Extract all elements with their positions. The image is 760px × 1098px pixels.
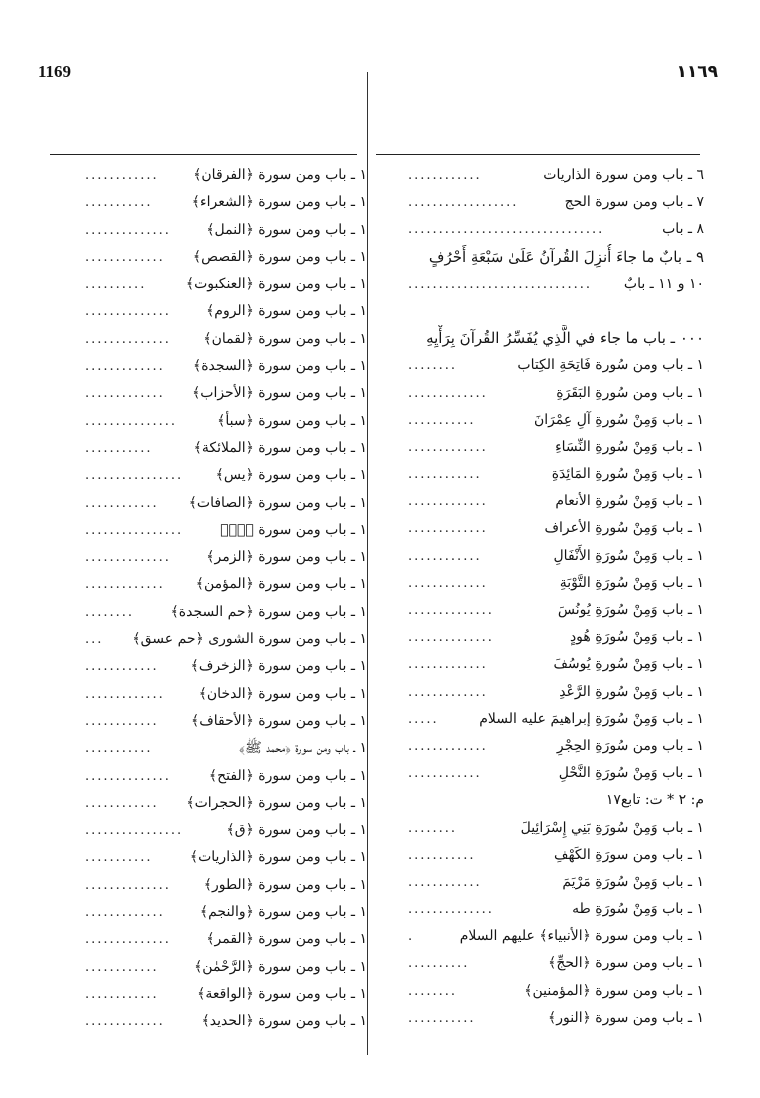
dot-leader: .............. — [85, 877, 171, 893]
dot-leader: .............. — [85, 932, 171, 948]
index-entry — [85, 162, 367, 189]
page-number-left: 1169 — [38, 62, 72, 81]
index-entry — [408, 298, 704, 325]
index-entry-title: ١ ـ باب ومن سورة ﴿الدخان﴾ — [198, 685, 367, 702]
dot-leader: ..... — [408, 711, 439, 727]
index-entry — [408, 651, 704, 678]
dot-leader: ............ — [85, 959, 159, 975]
index-entry — [85, 763, 367, 790]
index-entry-title: ١ ـ باب ومن سورَةِ الكَهْفِ — [553, 846, 704, 863]
dot-leader: ............... — [85, 413, 177, 429]
index-entry — [408, 189, 704, 216]
dot-leader: ............. — [408, 385, 488, 401]
index-entry — [408, 842, 704, 869]
index-entry-title: ٩ ـ بابٌ ما جاءَ أُنزِلَ القُرآنُ عَلَىٰ سَبْعَةِ أَحْرُفٍ — [428, 247, 704, 266]
index-entry — [408, 597, 704, 624]
index-entry — [85, 708, 367, 735]
index-entry — [408, 706, 704, 733]
index-entry-title: ١ ـ باب ومن سورة ﴿الفرقان﴾ — [193, 167, 367, 183]
dot-leader: ........... — [408, 847, 476, 863]
header-rule-right — [376, 154, 700, 155]
dot-leader: ................ — [85, 468, 184, 484]
index-entry-title: ١ ـ باب ومن سورة ﴿سبأ﴾ — [217, 412, 367, 429]
index-entry — [408, 978, 704, 1005]
index-entry-title: ١ ـ باب ومن سورة ﴿الواقعة﴾ — [197, 985, 367, 1002]
page-number-right: ١١٦٩ — [676, 62, 718, 82]
index-entry — [408, 624, 704, 651]
index-entry — [85, 981, 367, 1008]
dot-leader: ............ — [408, 548, 482, 564]
index-entry-title: ١ ـ باب ومن سورة ﴿حم السجدة﴾ — [170, 603, 367, 620]
index-entry — [85, 899, 367, 926]
index-entry-title: ١ ـ باب وَمِنْ سُورَةِ النَّحْلِ — [558, 765, 704, 782]
index-entry-title: ١ ـ باب ومن سورة ﴿الأحزاب﴾ — [192, 385, 367, 402]
index-entry-title: ١ ـ باب ومن سورة ﴿المؤمنين﴾ — [524, 982, 704, 999]
index-entry-title: ١ ـ باب ومن سورة ﴿الزمر﴾ — [206, 549, 367, 566]
dot-leader: ... — [85, 632, 104, 648]
index-entry — [408, 869, 704, 896]
dot-leader: ............. — [408, 575, 488, 591]
dot-leader: .............. — [85, 304, 171, 320]
index-entry-title: ٦ ـ باب ومن سورة الذاريات — [543, 167, 704, 183]
dot-leader: ............. — [85, 249, 165, 265]
index-entry — [85, 954, 367, 981]
index-entry — [85, 735, 367, 762]
dot-leader: ............. — [408, 684, 488, 700]
index-entry-title: ١ ـ باب ومن سورة ﴿يس﴾ — [215, 467, 367, 484]
index-entry-title: ٠٠٠ ـ باب ما جاء في الَّذِي يُفَسِّرُ القُرآنَ بِرَأْيِهِ — [426, 329, 704, 348]
index-entry — [408, 461, 704, 488]
index-entry-title: ١ ـ باب ومن سورة ﴿الفتح﴾ — [208, 767, 367, 784]
index-entry — [408, 352, 704, 379]
index-entry-title: ١ ـ باب ومن سورة ﴿المؤمن﴾ — [195, 576, 367, 593]
index-entry-title: م: ٢ * ت: تابع١٧ — [605, 792, 704, 809]
index-entry — [85, 544, 367, 571]
index-entry-title: ١ ـ باب وَمِنْ سُورةِ الرَّعْدِ — [559, 683, 704, 700]
dot-leader: ............ — [85, 713, 159, 729]
column-divider — [367, 72, 368, 1055]
index-entry — [85, 298, 367, 325]
index-entry — [85, 462, 367, 489]
index-entry-title: ١ ـ باب ومن سورة ﴿الرَّحْمٰن﴾ — [194, 958, 367, 975]
index-entry-title: ١ ـ باب وَمِنْ سُورةِ الأنعام — [555, 493, 704, 510]
dot-leader: ........... — [85, 440, 153, 456]
dot-leader: ........... — [85, 741, 153, 757]
dot-leader: ............ — [85, 168, 159, 183]
dot-leader: ................ — [85, 522, 184, 538]
dot-leader: . — [408, 929, 415, 945]
index-entry-title: ١ ـ باب ومن سورة ﴿العنكبوت﴾ — [185, 276, 367, 293]
index-entry — [408, 407, 704, 434]
dot-leader: ............ — [85, 659, 159, 675]
index-entry — [85, 571, 367, 598]
dot-leader: ............ — [85, 495, 159, 511]
dot-leader: ........... — [85, 195, 153, 211]
dot-leader: ............ — [408, 467, 482, 483]
index-entry — [408, 271, 704, 298]
right-column-index — [408, 162, 704, 1032]
dot-leader: .......... — [85, 277, 147, 293]
index-entry-title: ١ ـ باب ومن سورة ﴿ق﴾ — [226, 822, 367, 839]
dot-leader: ........ — [408, 820, 458, 836]
index-entry — [85, 189, 367, 216]
dot-leader: ............. — [408, 521, 488, 537]
dot-leader: .............. — [85, 222, 171, 238]
left-column-index — [85, 162, 367, 1036]
index-entry — [408, 515, 704, 542]
dot-leader: ............. — [85, 1014, 165, 1030]
index-entry — [85, 408, 367, 435]
index-entry — [85, 490, 367, 517]
dot-leader: .............. — [85, 331, 171, 347]
dot-leader: ............ — [408, 766, 482, 782]
index-entry — [408, 950, 704, 977]
index-entry — [408, 787, 704, 814]
index-entry-title: ١ ـ باب ومن سُورَةِ الحِجْرِ — [556, 737, 704, 754]
header-rule-left — [50, 154, 357, 155]
dot-leader: ............. — [85, 386, 165, 402]
dot-leader: ........... — [85, 850, 153, 866]
index-entry — [408, 380, 704, 407]
index-entry-title: ١ ـ باب ومن سورة ﴿الشعراء﴾ — [191, 194, 367, 211]
dot-leader: .................. — [408, 195, 519, 211]
index-entry-title: ١ ـ باب ومن سورة ﴿والنجم﴾ — [199, 904, 367, 921]
index-entry-title: ١ ـ باب ومن سورة ﴿القصص﴾ — [192, 248, 367, 265]
dot-leader: .............. — [408, 902, 494, 918]
index-entry-title: ١ ـ باب ومن سورة ﴿الحجِّ﴾ — [548, 955, 704, 972]
index-entry — [408, 216, 704, 243]
dot-leader: .............. — [85, 768, 171, 784]
dot-leader: ............ — [408, 874, 482, 890]
index-entry-title: ١ ـ باب وَمِنْ سُورةِ النِّسَاءِ — [555, 438, 704, 455]
index-entry-title: ١ ـ باب ومن سورة ﴿النمل﴾ — [206, 221, 367, 238]
index-entry — [408, 923, 704, 950]
index-entry-title: ١ ـ باب ومن سورة ﴿القمر﴾ — [206, 931, 367, 948]
index-entry — [85, 244, 367, 271]
index-entry-title: ١ ـ باب وَمِنْ سُورَةِ بَنِي إِسْرَائِيلَ — [520, 819, 704, 836]
dot-leader: ............. — [85, 905, 165, 921]
dot-leader: ............. — [408, 657, 488, 673]
index-entry — [85, 217, 367, 244]
index-entry-title: ١ ـ باب ومن سورة ﴿الذاريات﴾ — [189, 849, 367, 866]
dot-leader: ............. — [408, 494, 488, 510]
index-entry — [85, 926, 367, 953]
index-entry-title: ١ ـ باب ومن سُورة فَاتِحَةِ الكِتاب — [517, 357, 704, 374]
index-entry — [408, 543, 704, 570]
index-entry — [408, 488, 704, 515]
dot-leader: ........ — [85, 604, 135, 620]
index-entry — [408, 760, 704, 787]
index-entry — [408, 570, 704, 597]
index-entry — [85, 790, 367, 817]
dot-leader: ................................ — [408, 222, 605, 238]
index-entry — [408, 244, 704, 271]
index-entry-title: ١ ـ باب ومن سورة ﴿الملائكة﴾ — [193, 439, 367, 456]
index-entry — [85, 271, 367, 298]
index-entry-title: ١ ـ باب ومن سورة ﴿الحديد﴾ — [201, 1013, 367, 1030]
index-entry-title: ١ ـ باب وَمِنْ سُورةِ الأعراف — [544, 520, 704, 537]
index-entry — [85, 517, 367, 544]
index-entry-title: ٧ ـ باب ومن سورة الحج — [564, 194, 704, 211]
index-entry-title: ١ ـ باب وَمِنْ سُورَةِ يُونُسَ — [557, 602, 704, 618]
dot-leader: .............................. — [408, 276, 592, 292]
index-entry-title: ١ ـ باب ومن سورة ﴿الحجرات﴾ — [186, 794, 367, 811]
index-entry-title: ١ ـ باب وَمِنْ سُورةِ المَائِدَةِ — [551, 466, 704, 483]
index-entry-title: ١ ـ باب وَمِنْ سُورَةِ الأَنْفَالِ — [553, 547, 704, 564]
index-entry — [85, 1008, 367, 1035]
index-entry-title: ١ ـ باب وَمِنْ سُورَةِ إبراهيمَ عليه السلام — [479, 710, 704, 727]
dot-leader: ............. — [85, 686, 165, 702]
index-entry-title: ١ ـ باب ومن سورة ﴿الروم﴾ — [206, 303, 367, 320]
index-entry — [85, 681, 367, 708]
index-entry-title: ١ ـ باب ومن سورة ﴿الأحقاف﴾ — [191, 712, 367, 729]
index-entry-title: ١ ـ باب ومن سورة ﴿الصافات﴾ — [188, 494, 367, 511]
index-entry — [85, 817, 367, 844]
index-entry — [408, 896, 704, 923]
index-entry — [85, 353, 367, 380]
index-entry-title: ١ ـ باب ومن سورة ﴿النور﴾ — [548, 1009, 704, 1026]
index-entry-title: ١ ـ باب ومن سورة ﴿السجدة﴾ — [193, 358, 367, 375]
dot-leader: ........ — [408, 358, 458, 374]
index-entry-title: ١ ـ باب وَمِنْ سُورةِ يُوسُفَ — [553, 656, 704, 673]
index-entry-title: ٨ ـ باب — [662, 221, 704, 238]
dot-leader: .......... — [408, 956, 470, 972]
dot-leader: ................ — [85, 823, 184, 839]
index-entry-title: ١ ـ باب ومن سورة الشورى ﴿حم عسق﴾ — [132, 631, 367, 648]
dot-leader: .............. — [85, 550, 171, 566]
index-entry-title: ١٠ و ١١ ـ بابٌ — [623, 275, 704, 292]
index-entry-title: ١ ـ باب وَمِنْ سُورَةِ هُودٍ — [569, 629, 704, 646]
index-entry-title: ١ ـ باب ومن سُورةِ البَقَرَةِ — [556, 384, 704, 401]
dot-leader: .............. — [408, 603, 494, 618]
dot-leader: ............. — [85, 577, 165, 593]
dot-leader: ............. — [85, 359, 165, 375]
index-entry-title: ١ ـ باب وَمِنْ سُورةِ آلِ عِمْرَانَ — [533, 411, 704, 428]
index-entry-title: ١ ـ باب ومن سورة ﴿الزخرف﴾ — [190, 658, 367, 675]
index-entry — [408, 679, 704, 706]
index-entry — [85, 626, 367, 653]
index-entry-title: ١ ـ باب ومن سورة ﴿لقمان﴾ — [203, 330, 367, 347]
index-entry-title: ١ ـ باب ومن سورة ﴿الطور﴾ — [203, 876, 367, 893]
index-entry — [408, 162, 704, 189]
index-entry — [85, 844, 367, 871]
index-entry — [85, 435, 367, 462]
index-entry — [408, 1005, 704, 1032]
index-entry-title: ١ ـ باب وَمِنْ سُورَةِ التَّوْبَةِ — [559, 574, 704, 591]
dot-leader: ............. — [408, 439, 488, 455]
index-entry — [408, 815, 704, 842]
index-entry — [408, 325, 704, 352]
index-entry-title: ١ ـ باب وَمِنْ سُورَةِ مَرْيَمَ — [562, 873, 704, 890]
index-entry-title: ١ ـ باب وَمِنْ سُورَةِ طه — [572, 901, 704, 918]
index-entry — [408, 434, 704, 461]
dot-leader: ........... — [408, 412, 476, 428]
dot-leader: ........... — [408, 1010, 476, 1026]
dot-leader: ........ — [408, 983, 458, 999]
index-entry-title: ١ ـ باب ومن سورة ﴿صۤ﴾ — [220, 521, 367, 538]
index-entry — [85, 380, 367, 407]
dot-leader: ............ — [85, 795, 159, 811]
dot-leader: ............ — [85, 986, 159, 1002]
index-entry — [85, 599, 367, 626]
index-entry — [85, 872, 367, 899]
dot-leader: ............. — [408, 738, 488, 754]
index-entry-title: ١ ـ باب ومن سورة ﴿محمد ﷺ﴾ — [239, 740, 367, 757]
dot-leader: ............ — [408, 168, 482, 183]
index-entry — [408, 733, 704, 760]
dot-leader: .............. — [408, 630, 494, 646]
index-entry — [85, 653, 367, 680]
index-entry — [85, 326, 367, 353]
index-entry-title: ١ ـ باب ومن سورة ﴿الأنبياء﴾ عليهم السلام — [459, 928, 704, 945]
